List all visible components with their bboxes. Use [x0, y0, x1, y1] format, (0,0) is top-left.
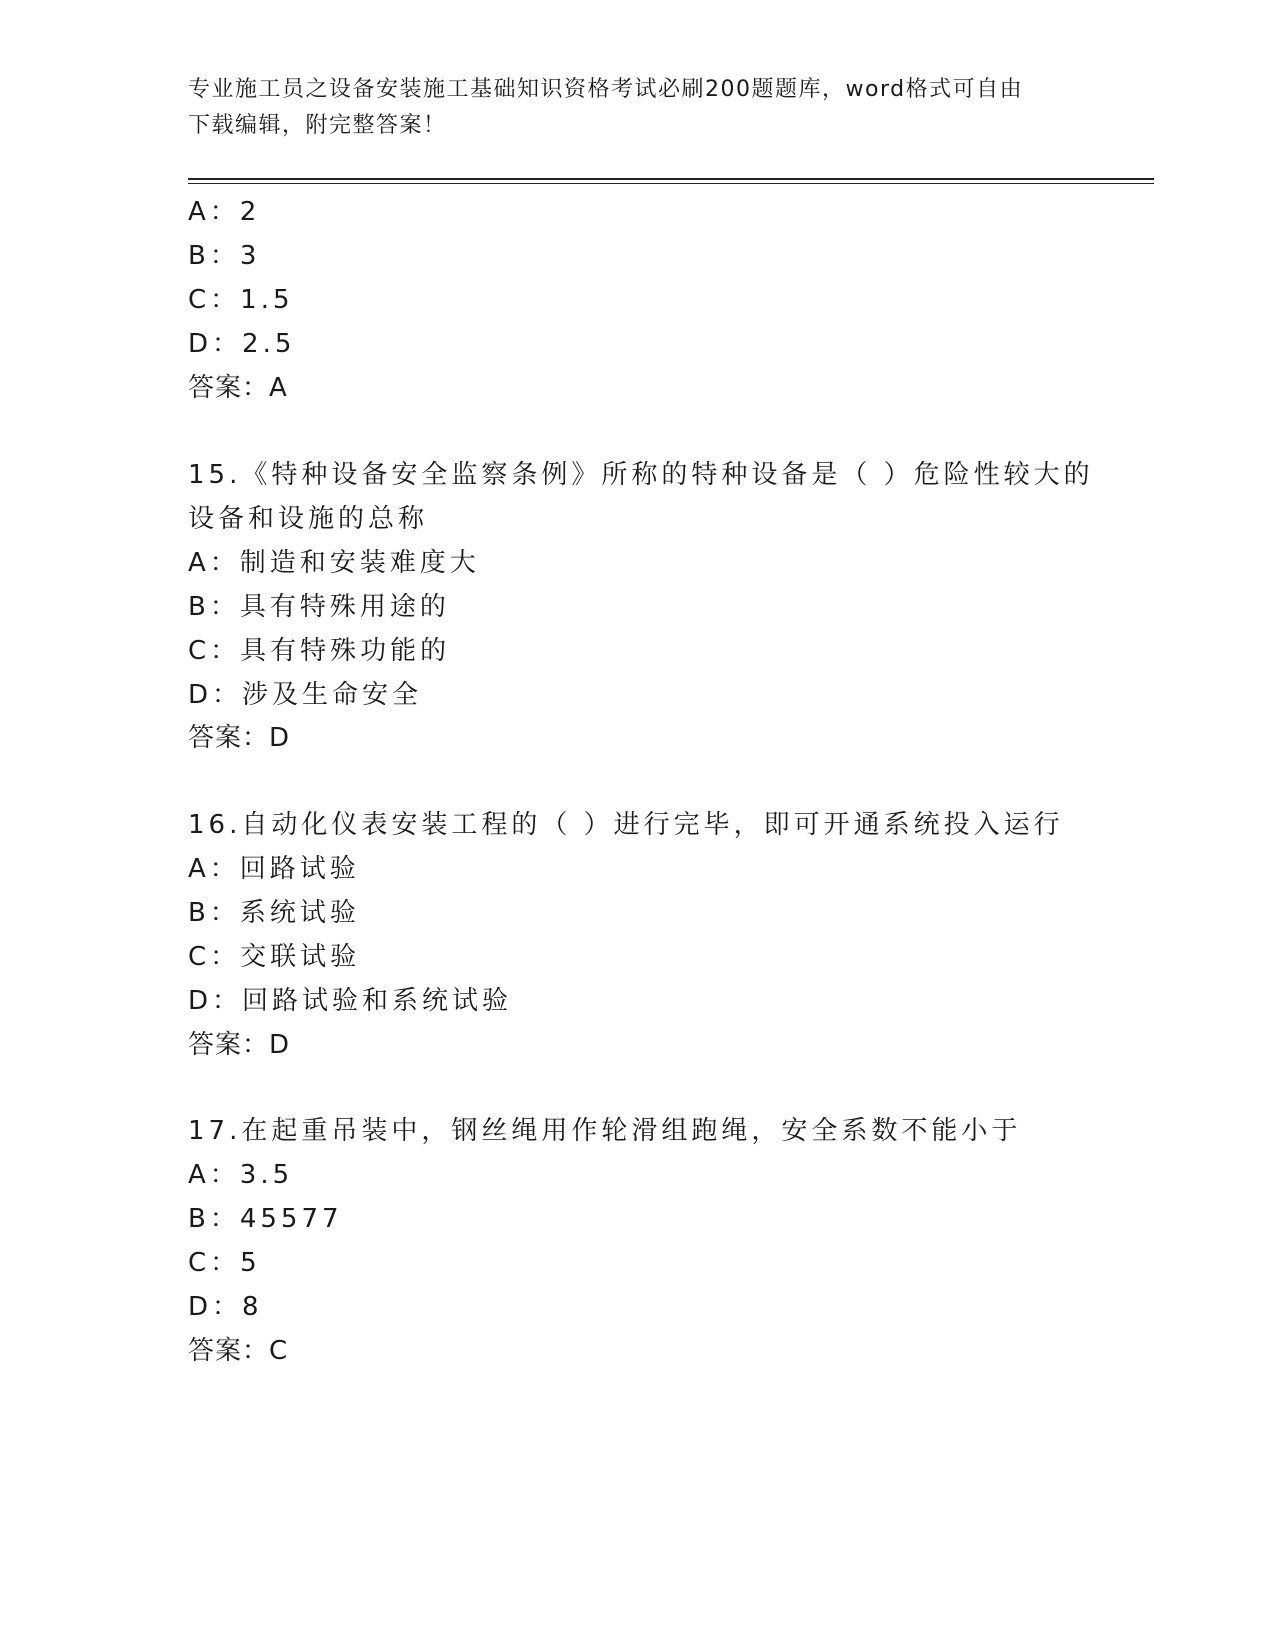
q15-option-b: B：具有特殊用途的	[188, 592, 450, 622]
q17-answer: 答案：C	[188, 1336, 289, 1366]
q15-option-a: A：制造和安装难度大	[188, 548, 480, 578]
q17-option-d: D：8	[188, 1292, 263, 1322]
q14-option-a: A：2	[188, 197, 261, 227]
q16-option-b: B：系统试验	[188, 898, 360, 928]
header-rule-thin	[188, 183, 1154, 184]
q16-option-c: C：交联试验	[188, 942, 361, 972]
header-line-2: 下载编辑，附完整答案！	[188, 113, 447, 138]
q15-option-d: D：涉及生命安全	[188, 680, 423, 710]
q14-option-c: C：1.5	[188, 285, 294, 315]
q14-option-d: D：2.5	[188, 329, 296, 359]
q16-answer: 答案：D	[188, 1030, 291, 1060]
q15-stem-line-1: 15.《特种设备安全监察条例》所称的特种设备是（ ）危险性较大的	[188, 460, 1094, 490]
document-header	[188, 72, 1088, 144]
q17-option-c: C：5	[188, 1248, 261, 1278]
q16-option-d: D：回路试验和系统试验	[188, 986, 513, 1016]
header-rule-thick	[188, 178, 1154, 180]
q14-option-b: B：3	[188, 241, 261, 271]
q15-option-c: C：具有特殊功能的	[188, 636, 451, 666]
q16-option-a: A：回路试验	[188, 854, 360, 884]
q17-option-a: A：3.5	[188, 1160, 294, 1190]
q14-answer: 答案：A	[188, 373, 288, 403]
header-line-1: 专业施工员之设备安装施工基础知识资格考试必刷200题题库，word格式可自由	[188, 77, 1024, 102]
q15-stem-line-2: 设备和设施的总称	[188, 504, 429, 534]
q17-option-b: B：45577	[188, 1204, 343, 1234]
q17-stem-line-1: 17.在起重吊装中，钢丝绳用作轮滑组跑绳，安全系数不能小于	[188, 1116, 1022, 1146]
q15-answer: 答案：D	[188, 723, 291, 753]
q16-stem-line-1: 16.自动化仪表安装工程的（ ）进行完毕，即可开通系统投入运行	[188, 810, 1064, 840]
